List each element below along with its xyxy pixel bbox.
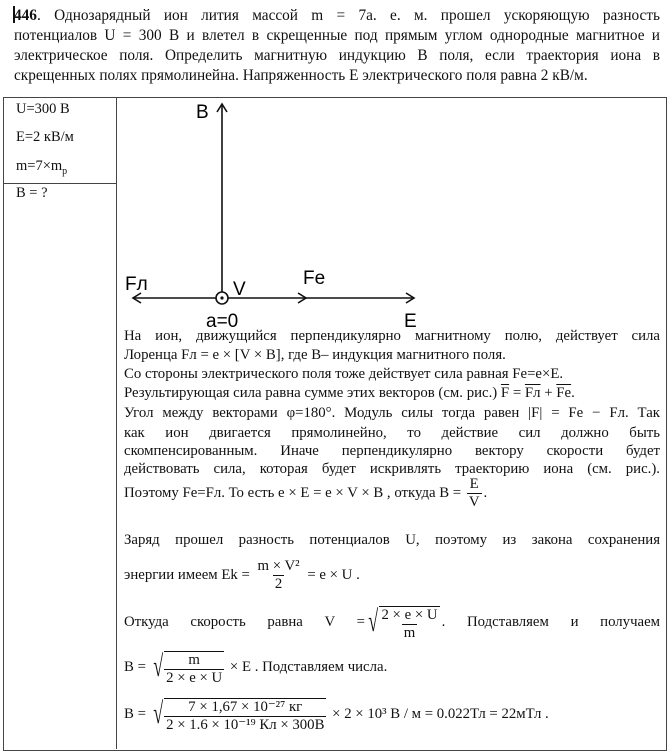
numerator: m × V² <box>257 558 300 574</box>
fraction <box>164 651 224 687</box>
label-b: B <box>196 102 209 123</box>
denominator: V <box>468 494 480 510</box>
given-mass-sub: p <box>62 165 68 177</box>
text: × 2 × 10³ В / м = 0.022Тл = 22мТл . <box>328 705 549 722</box>
sqrt-icon: √ <box>368 605 379 638</box>
solution-line: действовать сила, которая будет искривлять траекторию иона (см. рис.). <box>124 461 660 477</box>
solution-line <box>124 476 660 511</box>
denominator: 2 × e × U <box>166 670 223 686</box>
fraction <box>379 606 439 642</box>
numerator: m <box>188 652 200 668</box>
lorentz-formula: Лоренца Fл = e × [V × B] <box>124 347 281 363</box>
solution-line <box>124 648 660 687</box>
text: Откуда скорость равна <box>124 613 303 630</box>
fraction <box>256 558 302 593</box>
problem-line: электрическое поля. Определить магнитную индукцию В поля, если траектория иона в <box>14 47 660 64</box>
numerator: E <box>469 476 479 492</box>
sqrt-icon: √ <box>152 697 163 730</box>
given-voltage: U=300 В <box>16 101 70 117</box>
solution-line <box>124 603 660 642</box>
sqrt-icon: √ <box>152 650 163 683</box>
solution-line <box>124 384 660 403</box>
text: . <box>483 484 488 501</box>
label-e: E <box>404 311 417 332</box>
text: . <box>571 385 575 401</box>
text: . <box>441 613 446 630</box>
label-fl: Fл <box>125 274 148 295</box>
text: . Так <box>624 405 660 421</box>
label-fe: Fe <box>303 268 326 289</box>
text: энергии имеем Ek = <box>124 566 254 583</box>
text: = <box>509 385 525 401</box>
given-mass-text: m=7×m <box>16 158 63 174</box>
unknown: B = ? <box>16 185 48 201</box>
text: + <box>540 385 557 401</box>
solution-line <box>124 558 660 593</box>
text: , где В– индукция магнитного поля. <box>280 347 506 363</box>
problem-line: потенциалов U = 300 В и влетел в скрещенные под прямым углом однородные магнитное и <box>14 27 660 44</box>
sqrt <box>150 648 227 687</box>
label-a: a=0 <box>206 311 239 332</box>
fraction <box>467 476 482 511</box>
denominator: 2 × 1.6 × 10⁻¹⁹ Кл × 300В <box>166 717 325 733</box>
text: × E . Подставляем числа. <box>226 658 388 675</box>
solution-line: На ион, движущийся перпендикулярно магнитному полю, действует сила <box>124 328 660 344</box>
text: Поэтому Fe=Fл. То есть e × E = e × V × B , откуда B = <box>124 484 465 501</box>
given-field: E=2 кВ/м <box>16 129 74 145</box>
sqrt <box>365 603 442 642</box>
label-v: V <box>233 279 246 300</box>
vector-fl: Fл <box>524 385 541 401</box>
solution-line: Со стороны электрического поля тоже действует сила равная Fe=e×E. <box>124 366 564 382</box>
denominator: 2 <box>274 576 283 592</box>
solution-line: как ион двигается прямолинейно, то действие сил должно быть <box>124 425 660 441</box>
text: Подставляем <box>466 613 549 630</box>
vector-f: $\overline{F}$ <box>500 385 510 401</box>
numerator: 2 × e × U <box>381 607 438 623</box>
denominator: m <box>403 625 416 641</box>
problem-text: . Однозарядный ион лития массой m = 7а. е. м. прошел ускоряющую разность <box>36 7 660 24</box>
text: B = <box>124 658 150 675</box>
solution-line: скомпенсированным. Иначе перпендикулярно вектору скорости будет <box>124 443 660 459</box>
solution-line <box>124 695 660 734</box>
text: V = <box>324 613 365 630</box>
solution-line <box>124 404 660 423</box>
fraction <box>164 698 326 734</box>
numerator: 7 × 1,67 × 10⁻²⁷ кг <box>188 699 303 715</box>
solution-line: Заряд прошел разность потенциалов U, поэтому из закона сохранения <box>124 532 660 548</box>
force-modulus: |F| = Fe − Fл <box>528 405 625 421</box>
text: Угол между векторами φ=180°. Модуль силы тогда равен <box>124 405 529 421</box>
solution-line <box>124 346 660 365</box>
text: получаем <box>600 613 661 630</box>
text: B = <box>124 705 150 722</box>
text: Результирующая сила равна сумме этих векторов (см. рис.) <box>124 385 501 401</box>
sqrt <box>150 695 329 734</box>
velocity-dot-icon <box>220 296 223 299</box>
vector-fe: $\overline{Fe}$ <box>556 385 572 401</box>
problem-number: 446 <box>14 7 37 24</box>
velocity-formula <box>324 605 446 641</box>
problem-line: скрещенных полях прямолинейна. Напряженность Е электрического поля равна 2 кВ/м. <box>14 67 588 84</box>
text: = e × U . <box>303 566 360 583</box>
text: и <box>570 613 579 630</box>
